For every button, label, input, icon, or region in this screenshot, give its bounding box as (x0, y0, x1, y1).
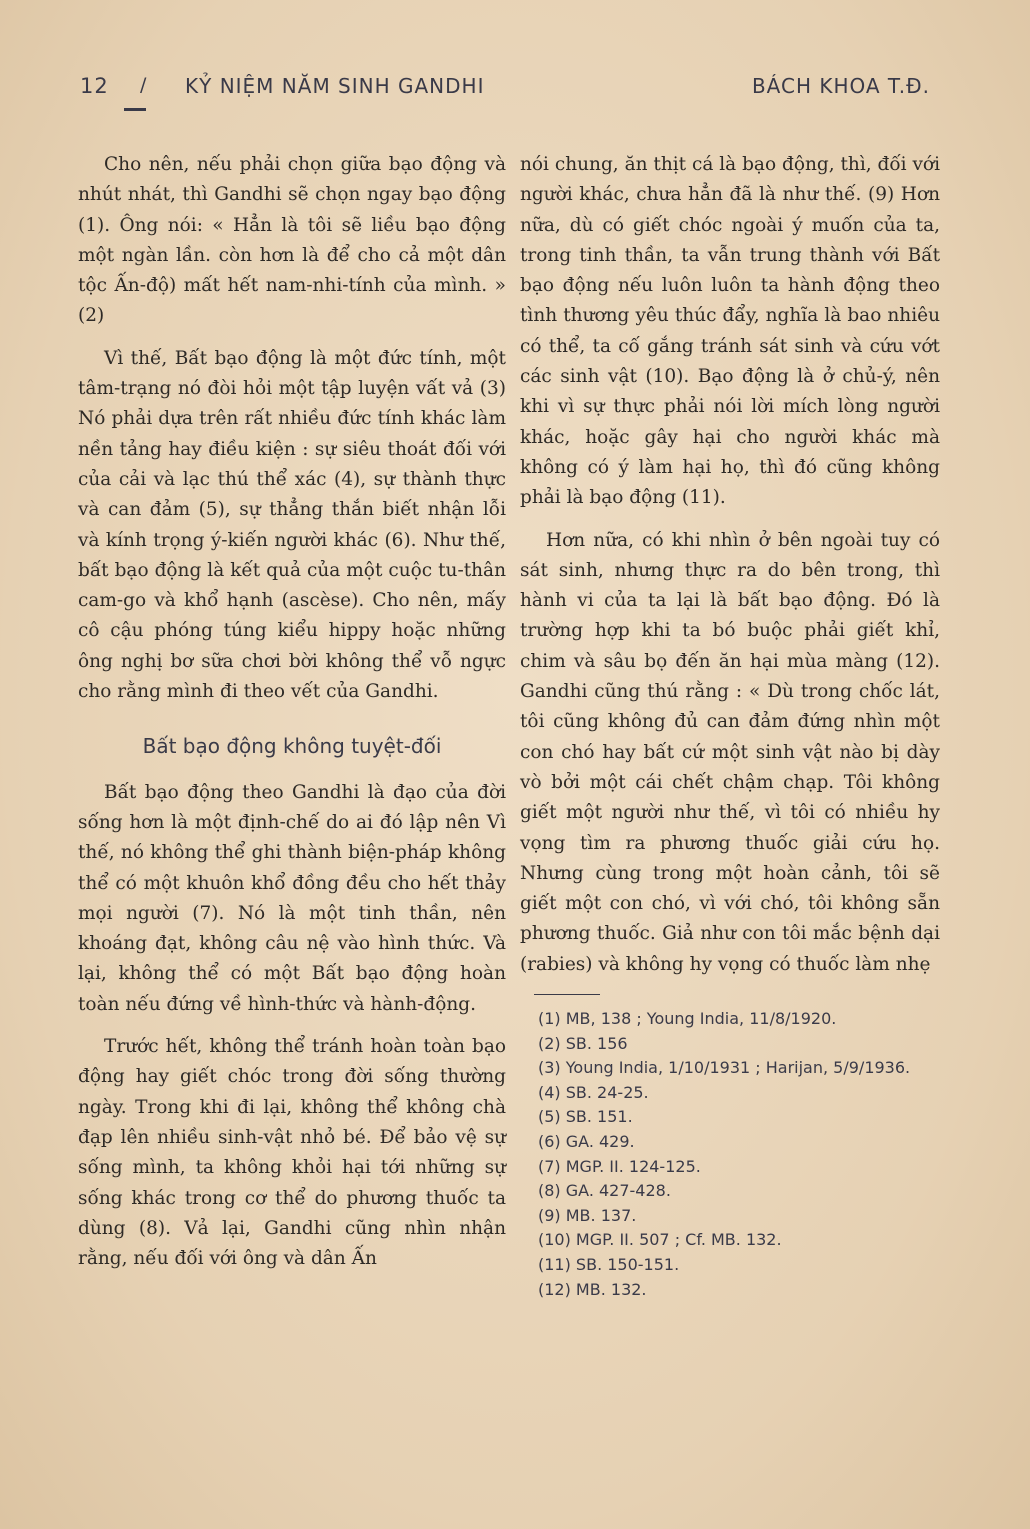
footnote: (2) SB. 156 (538, 1033, 628, 1053)
footnote: (7) MGP. II. 124-125. (538, 1156, 701, 1176)
running-title: KỶ NIỆM NĂM SINH GANDHI (185, 74, 485, 98)
paragraph: Vì thế, Bất bạo động là một đức tính, một tâm-trạng nó đòi hỏi một tập luyện vất vả (3) Nó phải dựa trên rất nhiều đức tính khác làm nền tảng hay điều kiện : sự siêu thoát đối với của cải và lạc thú thể xác (4), sự thành thực và can đảm (5), sự thẳng thắn biết nhận lỗi và kính trọng ý-kiến người khác (6). Như thế, bất bạo động là kết quả của một cuộc tu-thân cam-go và khổ hạnh (ascèse). Cho nên, mấy cô cậu phóng túng kiểu hippy hoặc những ông nghị bơ sữa chơi bời không thể vỗ ngực cho rằng mình đi theo vết của Gandhi. (78, 347, 506, 703)
footnote: (12) MB. 132. (538, 1279, 647, 1299)
left-column (78, 150, 506, 1274)
right-column (520, 150, 940, 1302)
footnote: (5) SB. 151. (538, 1107, 633, 1127)
paragraph: nói chung, ăn thịt cá là bạo động, thì, đối với người khác, chưa hẳn đã là như thế. (9) Hơn nữa, dù có giết chóc ngoài ý muốn của ta, trong tinh thần, ta vẫn trung thành với Bất bạo động nếu luôn luôn ta hành động theo tình thương yêu thúc đẩy, nghĩa là bao nhiêu có thể, ta cố gắng tránh sát sinh và cứu vớt các sinh vật (10). Bạo động là ở chủ-ý, nên khi vì sự thực phải nói lời mích lòng người khác, hoặc gây hại cho người khác mà không có ý làm hại họ, thì đó cũng không phải là bạo động (11). (520, 154, 940, 509)
footnote: (6) GA. 429. (538, 1131, 635, 1151)
running-header (80, 74, 930, 114)
paragraph: Hơn nữa, có khi nhìn ở bên ngoài tuy có sát sinh, nhưng thực ra do bên trong, thì hành vi của ta lại là bất bạo động. Đó là trường hợp khi ta bó buộc phải giết khỉ, chim và sâu bọ đến ăn hại mùa màng (12). Gandhi cũng thú rằng : « Dù trong chốc lát, tôi cũng không đủ can đảm đứng nhìn một con chó hay bất cứ một sinh vật nào bị dày vò bởi một cái chết chậm chạp. Tôi không giết một người như thế, vì tôi có nhiều hy vọng tìm ra phương thuốc giải cứu họ. Nhưng cùng trong một hoàn cảnh, tôi sẽ giết một con chó, vì với chó, tôi không sẵn phương thuốc. Giả như con tôi mắc bệnh dại (rabies) và không hy vọng có thuốc làm nhẹ (520, 529, 940, 975)
separator-mark (124, 108, 146, 111)
footnote: (3) Young India, 1/10/1931 ; Harijan, 5/9/1936. (538, 1058, 911, 1078)
footnotes (520, 1007, 940, 1302)
section-heading: Bất bạo động không tuyệt-đối (142, 734, 442, 759)
footnote: (9) MB. 137. (538, 1205, 637, 1225)
footnote: (11) SB. 150-151. (538, 1254, 680, 1274)
header-separator: / (140, 74, 148, 96)
footnote: (8) GA. 427-428. (538, 1181, 671, 1201)
footnote: (10) MGP. II. 507 ; Cf. MB. 132. (538, 1230, 782, 1250)
footnote: (4) SB. 24-25. (538, 1082, 649, 1102)
paragraph: Bất bạo động theo Gandhi là đạo của đời sống hơn là một định-chế do ai đó lập nên Vì thế, nó không thể ghi thành biện-pháp không thể có một khuôn khổ đồng đều cho hết thảy mọi người (7). Nó là một tinh thần, nên khoáng đạt, không câu nệ vào hình thức. Và lại, không thể có một Bất bạo động hoàn toàn nếu đứng về hình-thức và hành-động. (78, 781, 506, 1015)
paragraph: Cho nên, nếu phải chọn giữa bạo động và nhút nhát, thì Gandhi sẽ chọn ngay bạo động (1). Ông nói: « Hẳn là tôi sẽ liều bạo động một ngàn lần. còn hơn là để cho cả một dân tộc Ấn-độ) mất hết nam-nhi-tính của mình. » (2) (78, 154, 506, 327)
journal-name: BÁCH KHOA T.Đ. (751, 74, 930, 98)
footnote-rule (534, 994, 600, 995)
footnote: (1) MB, 138 ; Young India, 11/8/1920. (538, 1009, 837, 1029)
paragraph: Trước hết, không thể tránh hoàn toàn bạo động hay giết chóc trong đời sống thường ngày. Trong khi đi lại, không thể không chà đạp lên nhiều sinh-vật nhỏ bé. Để bảo vệ sự sống mình, ta không khỏi hại tới những sự sống khác trong cơ thể do phương thuốc ta dùng (8). Vả lại, Gandhi cũng nhìn nhận rằng, nếu đối với ông và dân Ấn (78, 1036, 506, 1270)
page-number: 12 (80, 74, 109, 98)
